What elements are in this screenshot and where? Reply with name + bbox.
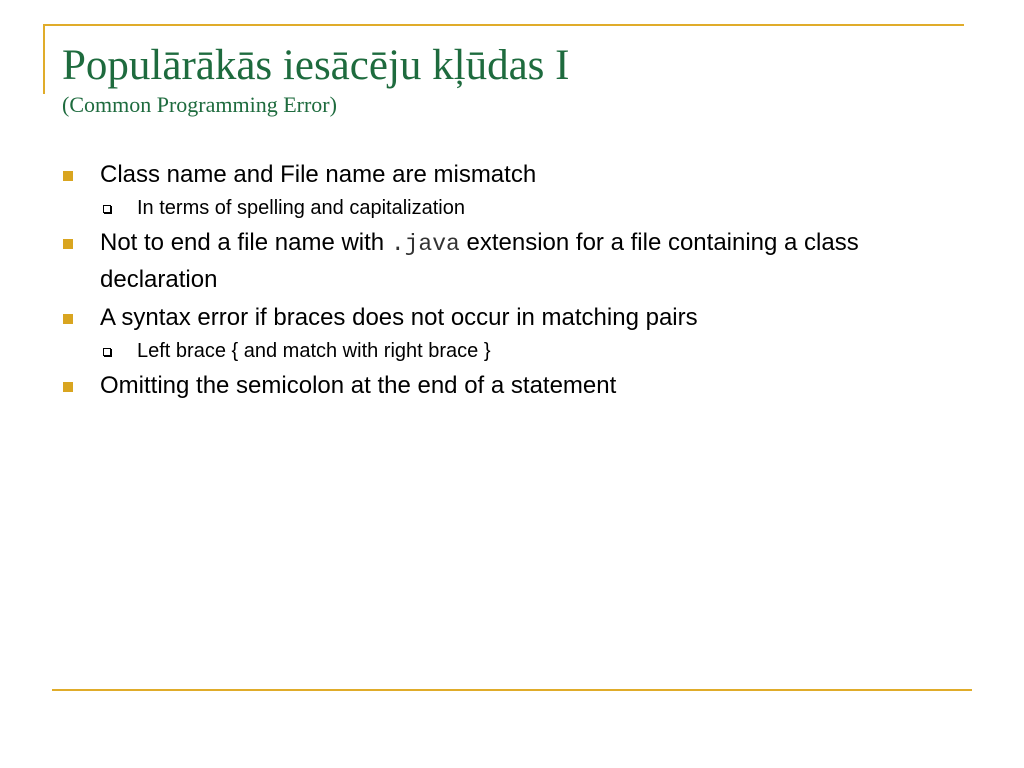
bullet-text-after-code: extension for a file containing a class declaration xyxy=(100,229,859,293)
sub-bullet-item xyxy=(60,193,950,223)
bullet-item xyxy=(60,368,950,404)
frame-bottom-line xyxy=(52,689,972,691)
bullet-list xyxy=(60,157,950,406)
hollow-square-bullet-icon xyxy=(103,205,111,213)
title-block xyxy=(62,40,962,119)
slide-title: Populārākās iesācēju kļūdas I xyxy=(62,42,570,89)
bullet-item xyxy=(60,300,950,336)
bullet-item xyxy=(60,157,950,193)
bullet-text: A syntax error if braces does not occur in matching pairs xyxy=(100,304,698,331)
square-bullet-icon xyxy=(63,171,73,181)
sub-bullet-text: Left brace { and match with right brace } xyxy=(137,340,491,362)
sub-bullet-item xyxy=(60,336,950,366)
sub-bullet-text: In terms of spelling and capitalization xyxy=(137,197,465,219)
hollow-square-bullet-icon xyxy=(103,348,111,356)
bullet-text-before-code: Not to end a file name with xyxy=(100,229,391,256)
square-bullet-icon xyxy=(63,382,73,392)
code-snippet: .java xyxy=(390,231,460,257)
square-bullet-icon xyxy=(63,239,73,249)
slide-subtitle: (Common Programming Error) xyxy=(62,92,337,117)
bullet-text: Class name and File name are mismatch xyxy=(100,161,537,188)
bullet-text: Omitting the semicolon at the end of a statement xyxy=(100,372,617,399)
square-bullet-icon xyxy=(63,314,73,324)
frame-left-line xyxy=(43,24,45,94)
bullet-item xyxy=(60,225,950,298)
frame-top-line xyxy=(44,24,964,26)
